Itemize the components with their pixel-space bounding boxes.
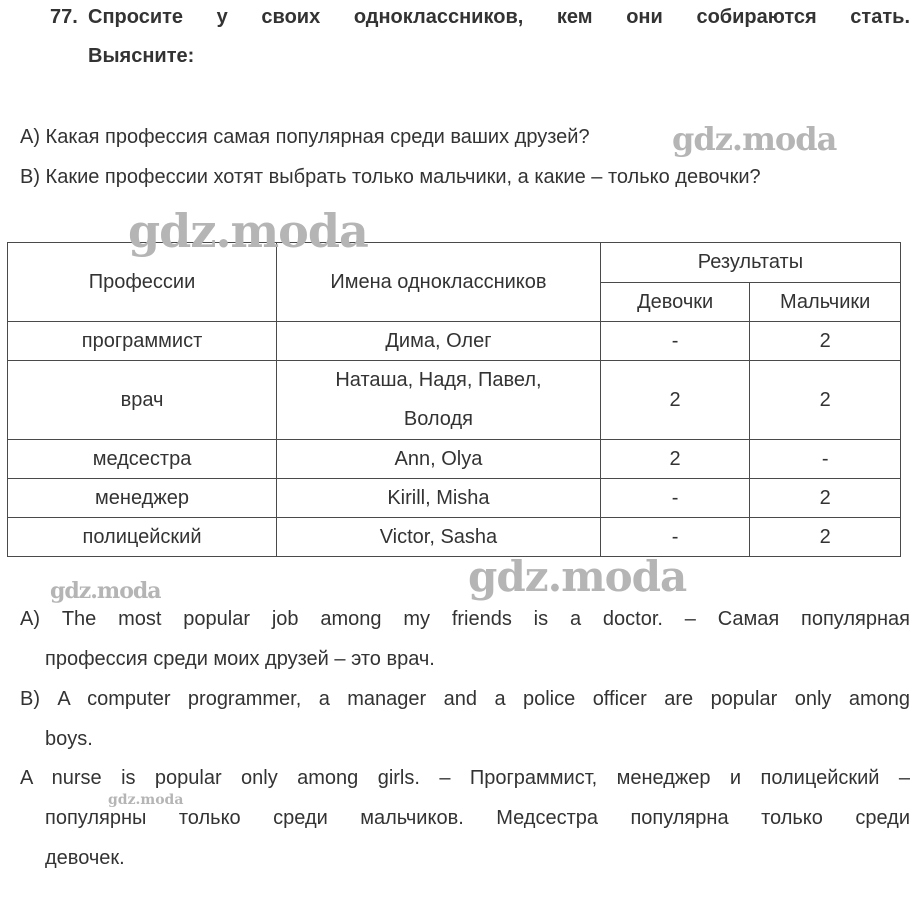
watermark: gdz.moda [672, 120, 837, 158]
table-row [8, 361, 901, 440]
answer-line: boys. [45, 728, 93, 750]
question-a: А) Какая профессия самая популярная среди ваших друзей? [20, 126, 590, 148]
results-table [7, 242, 901, 557]
header-professions: Профессии [8, 243, 277, 322]
answer-line: популярны только среди мальчиков. Медсестра популярна только среди [45, 807, 910, 829]
header-boys: Мальчики [750, 283, 901, 322]
names-cell: Victor, Sasha [277, 518, 601, 557]
answer-line: A nurse is popular only among girls. – Программист, менеджер и полицейский – [20, 767, 910, 789]
names-line: Володя [403, 408, 473, 430]
boys-cell: - [750, 440, 901, 479]
profession-cell: врач [8, 361, 277, 440]
names-cell [277, 361, 601, 440]
header-girls: Девочки [600, 283, 750, 322]
watermark: gdz.moda [128, 204, 368, 258]
answer-line: девочек. [45, 847, 125, 869]
answer-line: В) A computer programmer, a manager and a police officer are popular only among [20, 688, 910, 710]
girls-cell: 2 [600, 361, 750, 440]
boys-cell: 2 [750, 479, 901, 518]
task-subtitle: Выясните: [88, 45, 195, 67]
profession-cell: менеджер [8, 479, 277, 518]
watermark: gdz.moda [108, 792, 184, 808]
names-cell: Дима, Олег [277, 322, 601, 361]
boys-cell: 2 [750, 322, 901, 361]
boys-cell: 2 [750, 361, 901, 440]
profession-cell: программист [8, 322, 277, 361]
watermark: gdz.moda [50, 578, 161, 604]
answer-b [20, 679, 910, 759]
table-row [8, 518, 901, 557]
table-row [8, 440, 901, 479]
answer-line: А) The most popular job among my friends is a doctor. – Самая популярная [20, 608, 910, 630]
header-results: Результаты [600, 243, 900, 283]
profession-cell: медсестра [8, 440, 277, 479]
girls-cell: - [600, 479, 750, 518]
girls-cell: - [600, 518, 750, 557]
answer-line: профессия среди моих друзей – это врач. [45, 648, 435, 670]
answer-a [20, 599, 910, 679]
names-cell: Ann, Olya [277, 440, 601, 479]
header-names: Имена одноклассников [277, 243, 601, 322]
girls-cell: - [600, 322, 750, 361]
task-number: 77. [50, 6, 78, 28]
question-b: В) Какие профессии хотят выбрать только мальчики, а какие – только девочки? [20, 166, 761, 188]
names-cell: Kirill, Misha [277, 479, 601, 518]
task-title: Спросите у своих одноклассников, кем они собираются стать. [88, 6, 910, 28]
answer-c [20, 758, 910, 878]
boys-cell: 2 [750, 518, 901, 557]
names-line: Наташа, Надя, Павел, [335, 369, 542, 391]
table-row [8, 479, 901, 518]
girls-cell: 2 [600, 440, 750, 479]
watermark: gdz.moda [468, 552, 687, 601]
profession-cell: полицейский [8, 518, 277, 557]
table-row [8, 322, 901, 361]
